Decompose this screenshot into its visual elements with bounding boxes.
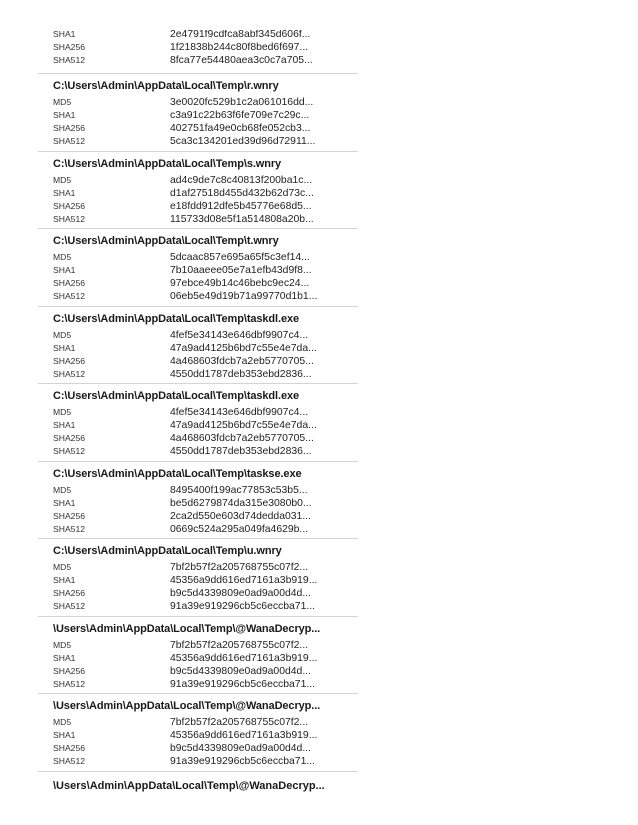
hash-algorithm: SHA256 <box>53 355 86 366</box>
hash-row <box>38 41 358 54</box>
file-hash-block <box>38 229 358 306</box>
hash-algorithm: SHA1 <box>53 342 76 353</box>
hash-row <box>38 600 358 613</box>
hash-rows <box>38 329 358 381</box>
file-hash-block <box>38 462 358 539</box>
hash-row <box>38 174 358 187</box>
hash-row <box>38 109 358 122</box>
hash-algorithm: MD5 <box>53 329 72 340</box>
hash-value: 91a39e919296cb5c6eccba71... <box>170 601 316 613</box>
hash-algorithm: MD5 <box>53 717 72 727</box>
file-hash-block <box>38 617 358 694</box>
hash-algorithm: SHA1 <box>53 187 76 198</box>
file-hash-block <box>38 74 358 151</box>
hash-row <box>38 510 358 523</box>
hash-row <box>38 561 358 574</box>
hash-algorithm: SHA512 <box>53 756 86 767</box>
file-path: C:\Users\Admin\AppData\Local\Temp\t.wnry <box>53 235 279 247</box>
hash-value: 0669c524a295a049fa4629b... <box>170 523 309 535</box>
hash-algorithm: SHA256 <box>53 123 86 134</box>
hash-row <box>38 251 358 264</box>
hash-row <box>38 54 358 67</box>
hash-value: 47a9ad4125b6bd7c55e4e7da... <box>170 342 317 354</box>
hash-row <box>38 587 358 600</box>
hash-algorithm: SHA1 <box>53 265 76 276</box>
hash-algorithm: SHA256 <box>53 510 86 521</box>
hash-row <box>38 742 358 755</box>
hash-value: 5ca3c134201ed39d96d72911... <box>170 136 316 148</box>
file-path: \Users\Admin\AppData\Local\Temp\@WanaDecryp... <box>53 622 321 635</box>
hash-row <box>38 96 358 109</box>
hash-value: c3a91c22b63f6fe709e7c29c... <box>170 110 310 122</box>
file-path: C:\Users\Admin\AppData\Local\Temp\taskse.exe <box>53 467 302 480</box>
hash-algorithm: SHA256 <box>53 743 86 754</box>
hash-row <box>38 716 358 729</box>
hash-row <box>38 368 358 381</box>
hash-value: 4a468603fdcb7a2eb5770705... <box>170 355 314 367</box>
hash-row <box>38 419 358 432</box>
hash-value: 4fef5e34143e646dbf9907c4... <box>170 329 309 341</box>
hash-row <box>38 523 358 536</box>
hash-value: 8495400f199ac77853c53b5... <box>170 484 308 496</box>
hash-row <box>38 729 358 742</box>
hash-algorithm: SHA512 <box>53 523 86 534</box>
hash-value: b9c5d4339809e0ad9a00d4d... <box>170 665 311 677</box>
partial-hash-rows <box>38 30 358 67</box>
hash-value: 3e0020fc529b1c2a061016dd... <box>170 97 314 108</box>
hash-row <box>38 432 358 445</box>
hash-row <box>38 200 358 213</box>
hash-row <box>38 187 358 200</box>
file-hash-block <box>38 307 358 384</box>
hash-algorithm: SHA256 <box>53 433 86 444</box>
hash-value: 97ebce49b14c46bebc9ec24... <box>170 278 310 290</box>
hash-algorithm: SHA256 <box>53 42 86 53</box>
hash-algorithm: SHA256 <box>53 588 86 599</box>
hash-value: 115733d08e5f1a514808a20b... <box>170 213 314 225</box>
hash-row <box>38 484 358 497</box>
file-path: C:\Users\Admin\AppData\Local\Temp\r.wnry <box>53 80 279 92</box>
hash-value: 8fca77e54480aea3c0c7a705... <box>170 55 313 67</box>
hash-algorithm: SHA512 <box>53 601 86 612</box>
hash-rows <box>38 716 358 768</box>
hash-value: 2ca2d550e603d74dedda031... <box>170 510 311 522</box>
hash-value: 4a468603fdcb7a2eb5770705... <box>170 433 314 445</box>
hash-algorithm: SHA1 <box>53 730 76 741</box>
hash-value: 91a39e919296cb5c6eccba71... <box>170 756 316 768</box>
hash-value: b9c5d4339809e0ad9a00d4d... <box>170 588 311 600</box>
hash-row <box>38 755 358 768</box>
hash-algorithm: SHA512 <box>53 678 86 689</box>
hash-algorithm: MD5 <box>53 252 72 262</box>
hash-value: 7b10aaeee05e7a1efb43d9f8... <box>170 265 312 277</box>
hash-algorithm: MD5 <box>53 174 72 185</box>
file-path: \Users\Admin\AppData\Local\Temp\@WanaDecryp... <box>53 700 321 712</box>
file-path: C:\Users\Admin\AppData\Local\Temp\taskdl.exe <box>53 312 300 325</box>
hash-rows <box>38 406 358 458</box>
hash-algorithm: SHA1 <box>53 110 76 121</box>
hash-row <box>38 445 358 458</box>
hash-value: 402751fa49e0cb68fe052cb3... <box>170 123 311 135</box>
hash-value: b9c5d4339809e0ad9a00d4d... <box>170 743 311 755</box>
hash-rows <box>38 484 358 536</box>
hash-algorithm: SHA1 <box>53 420 76 431</box>
hash-row <box>38 264 358 277</box>
hash-value: e18fdd912dfe5b45776e68d5... <box>170 200 312 212</box>
hash-row <box>38 30 358 41</box>
hash-algorithm: MD5 <box>53 484 72 495</box>
hash-value: 7bf2b57f2a205768755c07f2... <box>170 639 309 651</box>
hash-algorithm: SHA1 <box>53 497 76 508</box>
hash-value: 45356a9dd616ed7161a3b919... <box>170 575 318 587</box>
hash-row <box>38 497 358 510</box>
hash-rows <box>38 251 358 303</box>
hash-row <box>38 652 358 665</box>
hash-value: 47a9ad4125b6bd7c55e4e7da... <box>170 420 317 432</box>
hash-algorithm: SHA1 <box>53 575 76 586</box>
hash-value: 5dcaac857e695a65f5c3ef14... <box>170 252 310 263</box>
hash-algorithm: SHA512 <box>53 136 86 147</box>
hash-algorithm: SHA512 <box>53 368 86 379</box>
hash-row <box>38 355 358 368</box>
hash-algorithm: MD5 <box>53 97 72 107</box>
hash-algorithm: MD5 <box>53 562 72 572</box>
hash-algorithm: SHA1 <box>53 652 76 663</box>
file-hash-block <box>38 384 358 461</box>
file-hash-list <box>38 30 358 795</box>
hash-value: 06eb5e49d19b71a99770d1b1... <box>170 291 318 303</box>
hash-algorithm: MD5 <box>53 639 72 650</box>
hash-value: 4fef5e34143e646dbf9907c4... <box>170 407 309 418</box>
hash-rows <box>38 561 358 613</box>
hash-row <box>38 639 358 652</box>
hash-row <box>38 406 358 419</box>
file-path: \Users\Admin\AppData\Local\Temp\@WanaDecryp... <box>53 779 325 792</box>
divider <box>38 771 358 772</box>
hash-algorithm: SHA1 <box>53 30 76 39</box>
hash-algorithm: MD5 <box>53 407 72 417</box>
hash-value: 7bf2b57f2a205768755c07f2... <box>170 562 309 573</box>
hash-algorithm: SHA512 <box>53 213 86 224</box>
hash-row <box>38 290 358 303</box>
hash-value: d1af27518d455d432b62d73c... <box>170 187 314 199</box>
hash-value: 45356a9dd616ed7161a3b919... <box>170 730 318 742</box>
hash-row <box>38 574 358 587</box>
hash-row <box>38 277 358 290</box>
hash-row <box>38 122 358 135</box>
hash-rows <box>38 96 358 148</box>
hash-row <box>38 329 358 342</box>
hash-algorithm: SHA512 <box>53 55 86 66</box>
file-hash-block <box>38 539 358 616</box>
hash-rows <box>38 639 358 691</box>
file-hash-block <box>38 694 358 771</box>
file-path: C:\Users\Admin\AppData\Local\Temp\s.wnry <box>53 157 282 170</box>
hash-algorithm: SHA256 <box>53 278 86 289</box>
hash-row <box>38 665 358 678</box>
file-path: C:\Users\Admin\AppData\Local\Temp\taskdl.exe <box>53 390 300 402</box>
hash-row <box>38 135 358 148</box>
partial-hash-block <box>38 30 358 73</box>
hash-value: 7bf2b57f2a205768755c07f2... <box>170 717 309 728</box>
hash-algorithm: SHA256 <box>53 200 86 211</box>
hash-row <box>38 342 358 355</box>
hash-value: 4550dd1787deb353ebd2836... <box>170 368 312 380</box>
hash-rows <box>38 174 358 226</box>
hash-value: be5d6279874da315e3080b0... <box>170 497 312 509</box>
hash-value: 4550dd1787deb353ebd2836... <box>170 446 312 458</box>
file-hash-block <box>38 152 358 229</box>
hash-value: 91a39e919296cb5c6eccba71... <box>170 678 316 690</box>
file-blocks <box>38 74 358 772</box>
hash-row <box>38 678 358 691</box>
hash-value: 45356a9dd616ed7161a3b919... <box>170 652 318 664</box>
hash-row <box>38 213 358 226</box>
hash-value: 2e4791f9cdfca8abf345d606f... <box>170 30 311 40</box>
hash-value: 1f21838b244c80f8bed6f697... <box>170 42 309 54</box>
hash-value: ad4c9de7c8c40813f200ba1c... <box>170 174 313 186</box>
hash-algorithm: SHA256 <box>53 665 86 676</box>
file-path: C:\Users\Admin\AppData\Local\Temp\u.wnry <box>53 545 282 557</box>
hash-algorithm: SHA512 <box>53 291 86 302</box>
hash-algorithm: SHA512 <box>53 446 86 457</box>
